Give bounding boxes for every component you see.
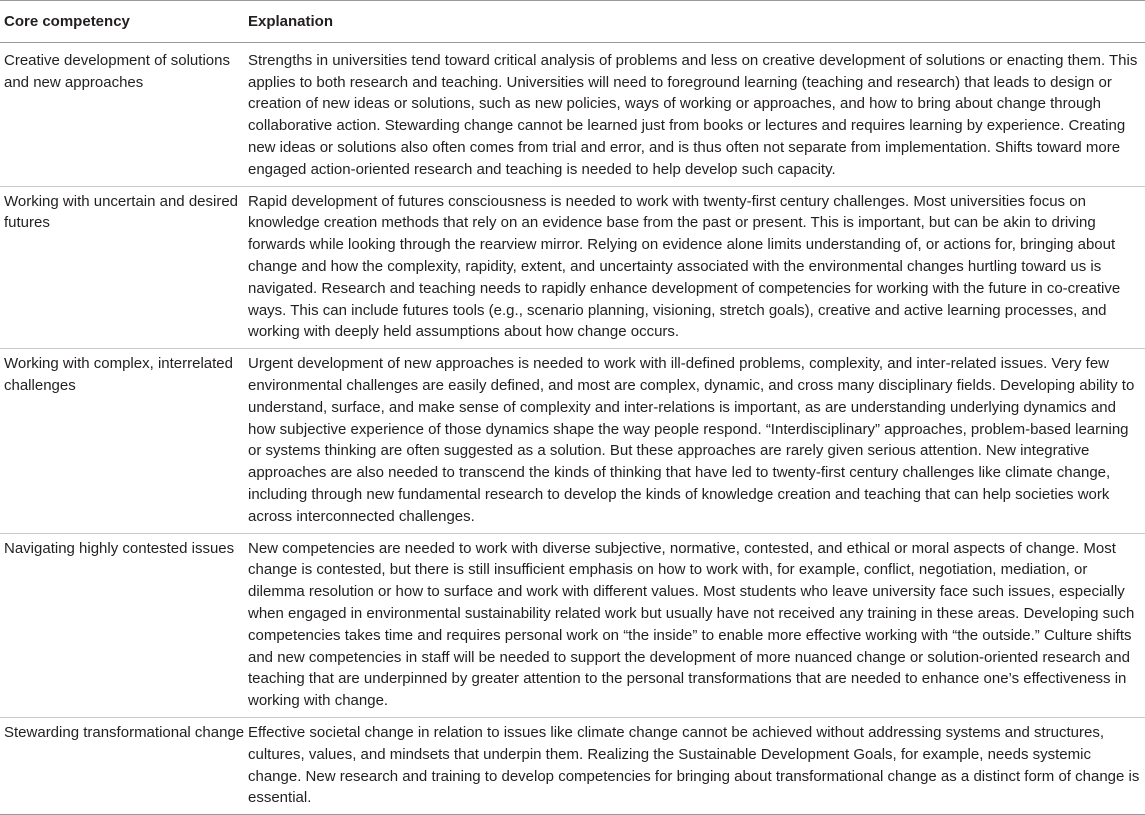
explanation-cell: Urgent development of new approaches is needed to work with ill-defined problems, complexity, and inter-related issues. Very few environmental challenges are easily defined, and most are complex, dynamic, and cross many disciplinary fields. Developing ability to understand, surface, and make sense of complexity and inter-relations is important, as are understanding underlying dynamics and how subjective experience of those dynamics shape the way people respond. “Interdisciplinary” approaches, problem-based learning or systems thinking are often suggested as a solution. But these approaches are rarely given serious attention. New integrative approaches are also needed to transcend the kinds of thinking that have led to twenty-first century challenges like climate change, including through new fundamental research to develop the kinds of knowledge creation and teaching that can help societies work across interconnected challenges. [248, 349, 1145, 533]
header-competency: Core competency [0, 1, 248, 43]
table-row [0, 717, 1145, 814]
header-row [0, 1, 1145, 43]
table-row [0, 533, 1145, 717]
table-row [0, 186, 1145, 349]
header-explanation: Explanation [248, 1, 1145, 43]
competency-cell: Working with complex, interrelated challenges [0, 349, 248, 533]
table-row [0, 42, 1145, 186]
explanation-cell: Effective societal change in relation to issues like climate change cannot be achieved without addressing systems and structures, cultures, values, and mindsets that underpin them. Realizing the Sustainable Development Goals, for example, needs systemic change. New research and training to develop competencies for bringing about transformational change as a distinct form of change is essential. [248, 717, 1145, 814]
competency-cell: Navigating highly contested issues [0, 533, 248, 717]
competency-cell: Working with uncertain and desired futures [0, 186, 248, 349]
explanation-cell: Strengths in universities tend toward critical analysis of problems and less on creative development of solutions or enacting them. This applies to both research and teaching. Universities will need to foreground learning (teaching and research) that leads to design or creation of new ideas or solutions, such as new policies, ways of working or approaches, and how to bring about change through collaborative action. Stewarding change cannot be learned just from books or lectures and requires learning by experience. Creating new ideas or solutions also often comes from trial and error, and is thus often not separate from implementation. Shifts toward more engaged action-oriented research and teaching is needed to help develop such capacity. [248, 42, 1145, 186]
table-row [0, 349, 1145, 533]
competency-cell: Creative development of solutions and new approaches [0, 42, 248, 186]
explanation-cell: Rapid development of futures consciousness is needed to work with twenty-first century challenges. Most universities focus on knowledge creation methods that rely on an evidence base from the past or present. This is important, but can be akin to driving forwards while looking through the rearview mirror. Relying on evidence alone limits understanding of, or actions for, bringing about change and how the complexity, rapidity, extent, and uncertainty associated with the environmental changes hurtling toward us is navigated. Research and teaching needs to rapidly enhance development of competencies for working with the future in co-creative ways. This can include futures tools (e.g., scenario planning, visioning, stretch goals), creative and active learning processes, and working with deeply held assumptions about how change occurs. [248, 186, 1145, 349]
competency-cell: Stewarding transformational change [0, 717, 248, 814]
explanation-cell: New competencies are needed to work with diverse subjective, normative, contested, and ethical or moral aspects of change. Most change is contested, but there is still insufficient emphasis on how to work with, for example, conflict, negotiation, mediation, or dilemma resolution or how to surface and work with different values. Most students who leave university face such issues, especially when engaged in environmental sustainability related work but usually have not received any training in these areas. Developing such competencies takes time and requires personal work on “the inside” to enable more effective working with “the outside.” Culture shifts and new competencies in staff will be needed to support the development of more nuanced change or solution-oriented research and teaching that are underpinned by greater attention to the personal transformations that are needed to enhance one’s effectiveness in working with change. [248, 533, 1145, 717]
